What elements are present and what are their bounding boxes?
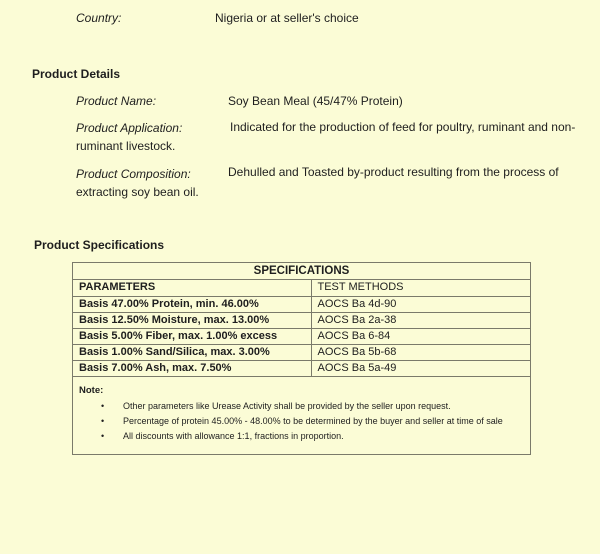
parameter-cell: Basis 47.00% Protein, min. 46.00% [73, 296, 311, 312]
column-header-test-methods: TEST METHODS [311, 280, 530, 296]
column-header-parameters: PARAMETERS [73, 280, 311, 296]
test-method-cell: AOCS Ba 6-84 [311, 328, 530, 344]
product-details-heading: Product Details [32, 67, 121, 81]
notes-list [101, 399, 503, 444]
product-composition-value-cont: extracting soy bean oil. [76, 185, 199, 199]
country-value: Nigeria or at seller's choice [215, 11, 359, 25]
table-row [73, 296, 530, 312]
product-name-label: Product Name: [76, 94, 157, 108]
bullet-icon: • [101, 401, 105, 411]
parameter-cell: Basis 1.00% Sand/Silica, max. 3.00% [73, 344, 311, 360]
parameter-cell: Basis 5.00% Fiber, max. 1.00% excess [73, 328, 311, 344]
note-text: Percentage of protein 45.00% - 48.00% to be determined by the buyer and seller at time of sale [123, 416, 503, 426]
table-row [73, 344, 530, 360]
test-method-cell: AOCS Ba 5a-49 [311, 360, 530, 376]
parameter-cell: Basis 12.50% Moisture, max. 13.00% [73, 312, 311, 328]
table-header-row [73, 280, 530, 296]
note-label: Note: [79, 385, 104, 396]
list-item [101, 414, 503, 429]
list-item [101, 429, 503, 444]
product-composition-label: Product Composition: [76, 167, 191, 181]
product-application-value: Indicated for the production of feed for poultry, ruminant and non- [230, 120, 576, 134]
country-label: Country: [76, 11, 122, 25]
bullet-icon: • [101, 431, 105, 441]
specifications-grid [73, 280, 530, 377]
test-method-cell: AOCS Ba 4d-90 [311, 296, 530, 312]
product-application-value-cont: ruminant livestock. [76, 139, 176, 153]
product-name-value: Soy Bean Meal (45/47% Protein) [228, 94, 403, 108]
product-composition-value: Dehulled and Toasted by-product resulting from the process of [228, 165, 559, 179]
note-text: All discounts with allowance 1:1, fractions in proportion. [123, 431, 344, 441]
note-text: Other parameters like Urease Activity shall be provided by the seller upon request. [123, 401, 451, 411]
specifications-title: SPECIFICATIONS [73, 263, 530, 280]
test-method-cell: AOCS Ba 2a-38 [311, 312, 530, 328]
product-specifications-heading: Product Specifications [34, 238, 165, 252]
product-application-label: Product Application: [76, 121, 183, 135]
specifications-table [72, 262, 531, 455]
table-row [73, 360, 530, 376]
table-row [73, 328, 530, 344]
table-row [73, 312, 530, 328]
test-method-cell: AOCS Ba 5b-68 [311, 344, 530, 360]
list-item [101, 399, 503, 414]
parameter-cell: Basis 7.00% Ash, max. 7.50% [73, 360, 311, 376]
bullet-icon: • [101, 416, 105, 426]
